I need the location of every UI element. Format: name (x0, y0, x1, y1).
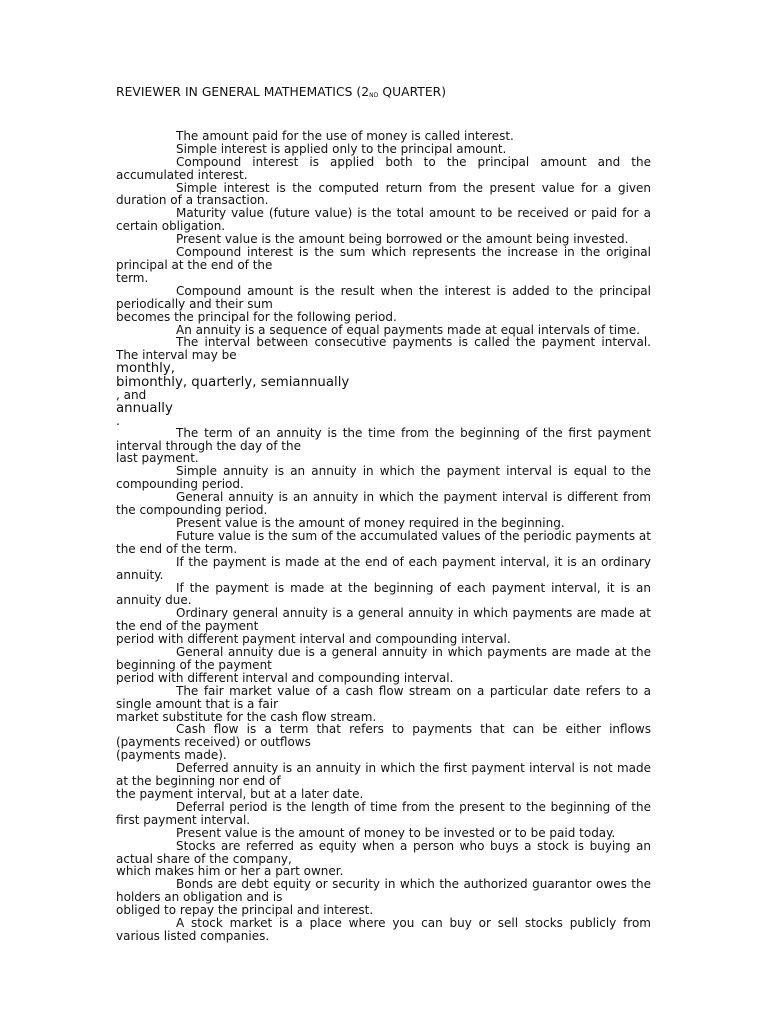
list-item-text: General annuity due is a general annuity in which payments are made at the beginning of the payment (116, 645, 651, 672)
list-item (116, 207, 651, 233)
list-item-text: Bonds are debt equity or security in which the authorized guarantor owes the holders an obligation and is (116, 877, 651, 905)
list-item-text: Present value is the amount of money required in the beginning. (176, 515, 565, 530)
list-item-text: Simple annuity is an annuity in which the payment interval is equal to the compounding period. (116, 464, 651, 492)
list-item (116, 685, 651, 711)
list-item (116, 156, 651, 182)
list-item-text: A stock market is a place where you can buy or sell stocks publicly from various listed companies. (116, 916, 651, 943)
list-item (116, 491, 651, 517)
list-item-text: Deferred annuity is an annuity in which the first payment interval is not made at the beginning nor end of (116, 761, 651, 789)
list-item-text: Present value is the amount being borrowed or the amount being invested. (176, 232, 629, 247)
list-item-text: Compound interest is applied both to the principal amount and the accumulated interest. (116, 154, 651, 182)
list-item (116, 556, 651, 582)
list-item-continuation: which makes him or her a part owner. (116, 864, 344, 879)
list-item-text: The term of an annuity is the time from the beginning of the first payment interval through the day of the (116, 425, 651, 453)
list-item-text: General annuity is an annuity in which the payment interval is different from the compounding period. (116, 490, 651, 518)
list-item (116, 285, 651, 311)
list-item-text: The fair market value of a cash flow stream on a particular date refers to a single amount that is a fair (116, 683, 651, 711)
list-item-continuation: last payment. (116, 451, 199, 466)
interval-word: . (116, 413, 120, 428)
interval-word: , and (116, 388, 147, 403)
list-item-text: Future value is the sum of the accumulated values of the periodic payments at the end of the term. (116, 528, 651, 556)
list-item (116, 530, 651, 556)
reviewer-list (116, 130, 651, 943)
list-item-text: Cash flow is a term that refers to payments that can be either inflows (payments received) or outflows (116, 722, 651, 750)
list-item (116, 182, 651, 208)
list-item (116, 801, 651, 827)
list-item-text: Present value is the amount of money to be invested or to be paid today. (176, 825, 616, 840)
list-item (116, 465, 651, 491)
list-item-continuation: (payments made). (116, 748, 227, 763)
list-item (116, 723, 651, 749)
list-item-text: If the payment is made at the beginning of each payment interval, it is an annuity due. (116, 580, 651, 608)
list-item (116, 246, 651, 272)
interval-word: monthly, (116, 361, 175, 377)
list-item-text: Compound amount is the result when the interest is added to the principal periodically and their sum (116, 283, 651, 311)
list-item (116, 582, 651, 608)
list-item-continuation: becomes the principal for the following period. (116, 309, 397, 324)
list-item (116, 917, 651, 943)
interval-word: annually (116, 401, 173, 417)
list-item-text: Maturity value (future value) is the total amount to be received or paid for a certain obligation. (116, 206, 651, 234)
list-item (116, 878, 651, 904)
list-item-text: Ordinary general annuity is a general annuity in which payments are made at the end of the payment (116, 606, 651, 634)
list-item-text: Stocks are referred as equity when a person who buys a stock is buying an actual share of the company, (116, 838, 651, 866)
list-item-text: Simple interest is applied only to the principal amount. (176, 141, 507, 156)
list-item-text: Simple interest is the computed return from the present value for a given duration of a transaction. (116, 180, 651, 208)
list-item-text: The amount paid for the use of money is called interest. (176, 128, 514, 143)
interval-word: bimonthly, quarterly, semiannually (116, 374, 350, 390)
list-item-continuation: market substitute for the cash flow stream. (116, 709, 377, 724)
list-item-continuation: period with different interval and compounding interval. (116, 670, 454, 685)
document-page (116, 86, 651, 943)
list-item (116, 607, 651, 633)
list-item-text: Compound interest is the sum which represents the increase in the original principal at the end of the (116, 245, 651, 272)
list-item-continuation: obliged to repay the principal and interest. (116, 903, 374, 918)
list-item-text: The interval between consecutive payments is called the payment interval. The interval may be (116, 335, 651, 363)
list-item-continuation: the payment interval, but at a later date. (116, 787, 364, 801)
list-item (116, 427, 651, 453)
list-item (116, 840, 651, 866)
list-item-text: Deferral period is the length of time from the present to the beginning of the first payment interval. (116, 799, 651, 827)
list-item-continuation: period with different payment interval and compounding interval. (116, 632, 511, 647)
list-item (116, 646, 651, 672)
list-item-text: If the payment is made at the end of each payment interval, it is an ordinary annuity. (116, 554, 651, 582)
list-item-text: An annuity is a sequence of equal payments made at equal intervals of time. (176, 322, 640, 337)
document-title: REVIEWER IN GENERAL MATHEMATICS ($2_{ND}$ QUARTER) (116, 85, 447, 99)
list-item (116, 336, 651, 362)
list-item (116, 762, 651, 788)
list-item-continuation: term. (116, 270, 149, 285)
